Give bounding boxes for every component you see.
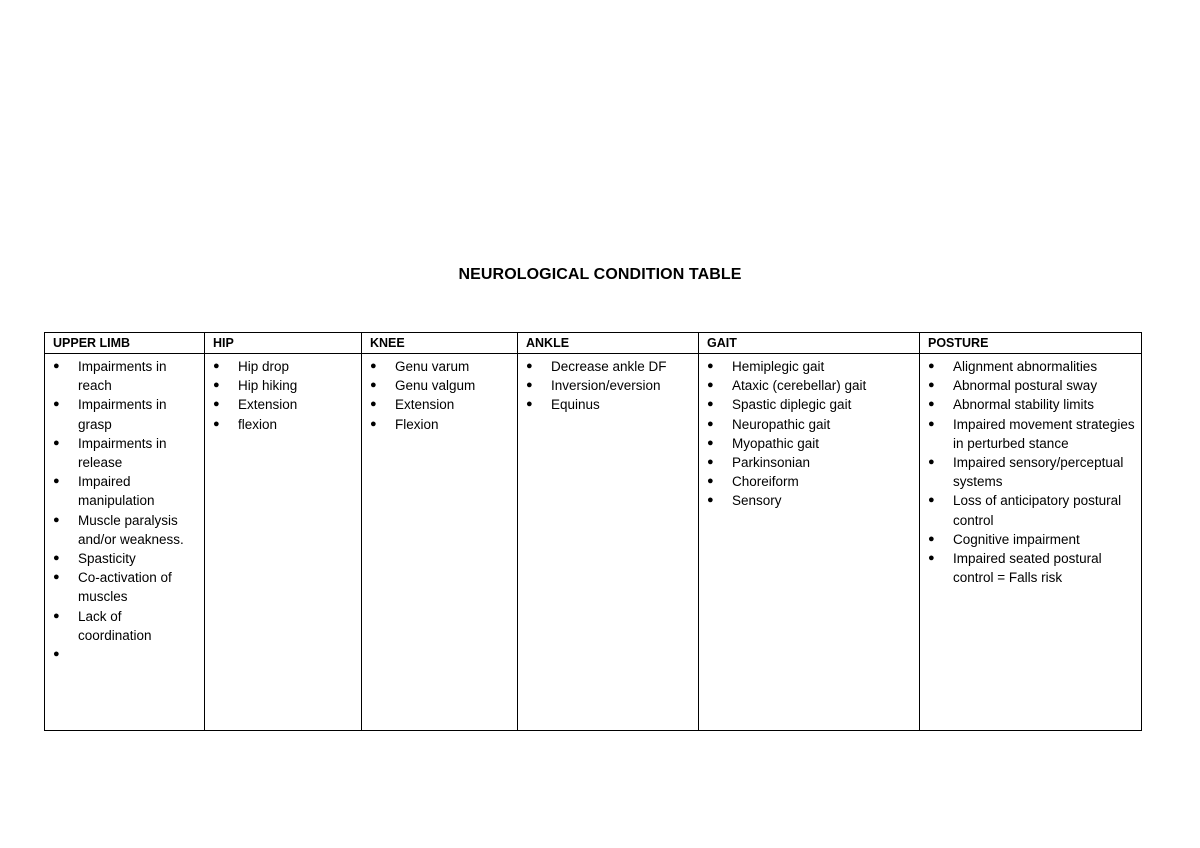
bullet-icon: ●	[213, 360, 220, 372]
bullet-icon: ●	[370, 379, 377, 392]
list-item-text: Equinus	[551, 397, 600, 413]
list-item	[205, 415, 361, 434]
bullet-icon: ●	[53, 360, 60, 372]
gait-cell	[699, 354, 920, 731]
list-item	[518, 395, 698, 414]
list-item-text: Spastic diplegic gait	[732, 397, 852, 413]
bullet-icon: ●	[53, 571, 60, 584]
list-item	[699, 434, 919, 453]
bullet-icon: ●	[707, 436, 714, 449]
bullet-icon: ●	[526, 360, 533, 372]
upper-limb-cell	[45, 354, 205, 731]
bullet-icon: ●	[526, 379, 533, 392]
list-item	[45, 511, 204, 549]
bullet-icon: ●	[53, 475, 60, 488]
gait-list	[699, 357, 919, 511]
list-item-text: Spasticity	[78, 551, 136, 567]
bullet-icon: ●	[928, 398, 935, 411]
list-item-text: Impairments in grasp	[78, 397, 167, 432]
list-item-text: Myopathic gait	[732, 435, 820, 451]
list-item	[362, 395, 517, 414]
list-item-text: Hemiplegic gait	[732, 359, 825, 374]
knee-cell	[362, 354, 518, 731]
list-item-text: Extension	[238, 397, 298, 413]
list-item-text: Extension	[395, 397, 455, 413]
ankle-cell	[518, 354, 699, 731]
list-item-text: Hip drop	[238, 359, 290, 374]
list-item-text: Neuropathic gait	[732, 416, 831, 432]
hip-cell	[205, 354, 362, 731]
bullet-icon: ●	[53, 436, 60, 449]
column-header-gait: GAIT	[699, 333, 920, 354]
list-item	[362, 376, 517, 395]
list-item	[699, 395, 919, 414]
list-item	[45, 395, 204, 433]
list-item-text: Impaired seated postural control = Falls risk	[953, 551, 1102, 586]
bullet-icon: ●	[707, 494, 714, 507]
list-item	[699, 491, 919, 510]
bullet-icon: ●	[526, 398, 533, 411]
list-item-text: Genu valgum	[395, 378, 476, 394]
bullet-icon: ●	[53, 552, 60, 565]
list-item	[920, 415, 1141, 453]
list-item-text: Impaired movement strategies in perturbed stance	[953, 416, 1135, 451]
list-item-text: Sensory	[732, 493, 782, 509]
bullet-icon: ●	[928, 552, 935, 565]
column-header-knee: KNEE	[362, 333, 518, 354]
list-item-text: flexion	[238, 416, 278, 432]
list-item-text: Abnormal postural sway	[953, 378, 1098, 394]
document-title: NEUROLOGICAL CONDITION TABLE	[458, 266, 742, 283]
list-item	[920, 357, 1141, 376]
bullet-icon: ●	[53, 648, 60, 661]
bullet-icon: ●	[707, 398, 714, 411]
list-item-text: Alignment abnormalities	[953, 359, 1098, 374]
list-item-text: Flexion	[395, 416, 439, 432]
list-item	[518, 357, 698, 376]
list-item-text: Loss of anticipatory postural control	[953, 493, 1122, 528]
neurological-condition-table	[44, 332, 1142, 731]
list-item	[920, 376, 1141, 395]
bullet-icon: ●	[707, 360, 714, 372]
list-item	[45, 357, 204, 395]
bullet-icon: ●	[370, 417, 377, 430]
list-item	[699, 453, 919, 472]
list-item	[45, 607, 204, 645]
content-row	[45, 354, 1142, 731]
bullet-icon: ●	[53, 513, 60, 526]
knee-list	[362, 357, 517, 434]
list-item	[518, 376, 698, 395]
list-item	[920, 395, 1141, 414]
bullet-icon: ●	[928, 360, 935, 372]
list-item	[45, 549, 204, 568]
bullet-icon: ●	[707, 456, 714, 469]
list-item	[205, 395, 361, 414]
bullet-icon: ●	[707, 379, 714, 392]
list-item	[45, 645, 204, 664]
bullet-icon: ●	[928, 532, 935, 545]
list-item	[699, 376, 919, 395]
bullet-icon: ●	[53, 398, 60, 411]
bullet-icon: ●	[370, 360, 377, 372]
list-item-text: Impaired sensory/perceptual systems	[953, 455, 1124, 490]
hip-list	[205, 357, 361, 434]
bullet-icon: ●	[53, 609, 60, 622]
list-item-text: Cognitive impairment	[953, 531, 1080, 547]
bullet-icon: ●	[707, 475, 714, 488]
column-header-upper-limb: UPPER LIMB	[45, 333, 205, 354]
list-item	[205, 357, 361, 376]
list-item	[45, 568, 204, 606]
bullet-icon: ●	[213, 379, 220, 392]
list-item	[920, 453, 1141, 491]
ankle-list	[518, 357, 698, 415]
list-item-text: Hip hiking	[238, 378, 298, 394]
list-item-text: Impairments in reach	[78, 359, 167, 394]
column-header-ankle: ANKLE	[518, 333, 699, 354]
list-item	[699, 472, 919, 491]
header-row	[45, 333, 1142, 354]
bullet-icon: ●	[928, 379, 935, 392]
list-item-text: Ataxic (cerebellar) gait	[732, 378, 867, 394]
list-item-text: Impaired manipulation	[78, 474, 155, 509]
list-item	[920, 491, 1141, 529]
list-item	[920, 530, 1141, 549]
list-item-text: Impairments in release	[78, 435, 167, 471]
list-item	[699, 415, 919, 434]
list-item	[205, 376, 361, 395]
list-item	[362, 357, 517, 376]
column-header-posture: POSTURE	[920, 333, 1142, 354]
list-item	[45, 434, 204, 472]
list-item	[699, 357, 919, 376]
list-item-text: Co-activation of muscles	[78, 570, 172, 605]
list-item-text: Abnormal stability limits	[953, 397, 1095, 413]
column-header-hip: HIP	[205, 333, 362, 354]
posture-list	[920, 357, 1141, 587]
bullet-icon: ●	[928, 456, 935, 469]
bullet-icon: ●	[370, 398, 377, 411]
bullet-icon: ●	[213, 398, 220, 411]
upper-limb-list	[45, 357, 204, 664]
bullet-icon: ●	[213, 417, 220, 430]
bullet-icon: ●	[928, 417, 935, 430]
list-item-text: Genu varum	[395, 359, 470, 374]
list-item-text: Parkinsonian	[732, 455, 811, 471]
list-item	[362, 415, 517, 434]
list-item-text: Inversion/eversion	[551, 378, 661, 394]
posture-cell	[920, 354, 1142, 731]
list-item-text: Decrease ankle DF	[551, 359, 667, 374]
list-item-text: Choreiform	[732, 474, 799, 490]
list-item-text: Lack of coordination	[78, 608, 152, 643]
bullet-icon: ●	[707, 417, 714, 430]
bullet-icon: ●	[928, 494, 935, 507]
list-item	[45, 472, 204, 510]
list-item	[920, 549, 1141, 587]
list-item-text: Muscle paralysis and/or weakness.	[78, 512, 184, 547]
